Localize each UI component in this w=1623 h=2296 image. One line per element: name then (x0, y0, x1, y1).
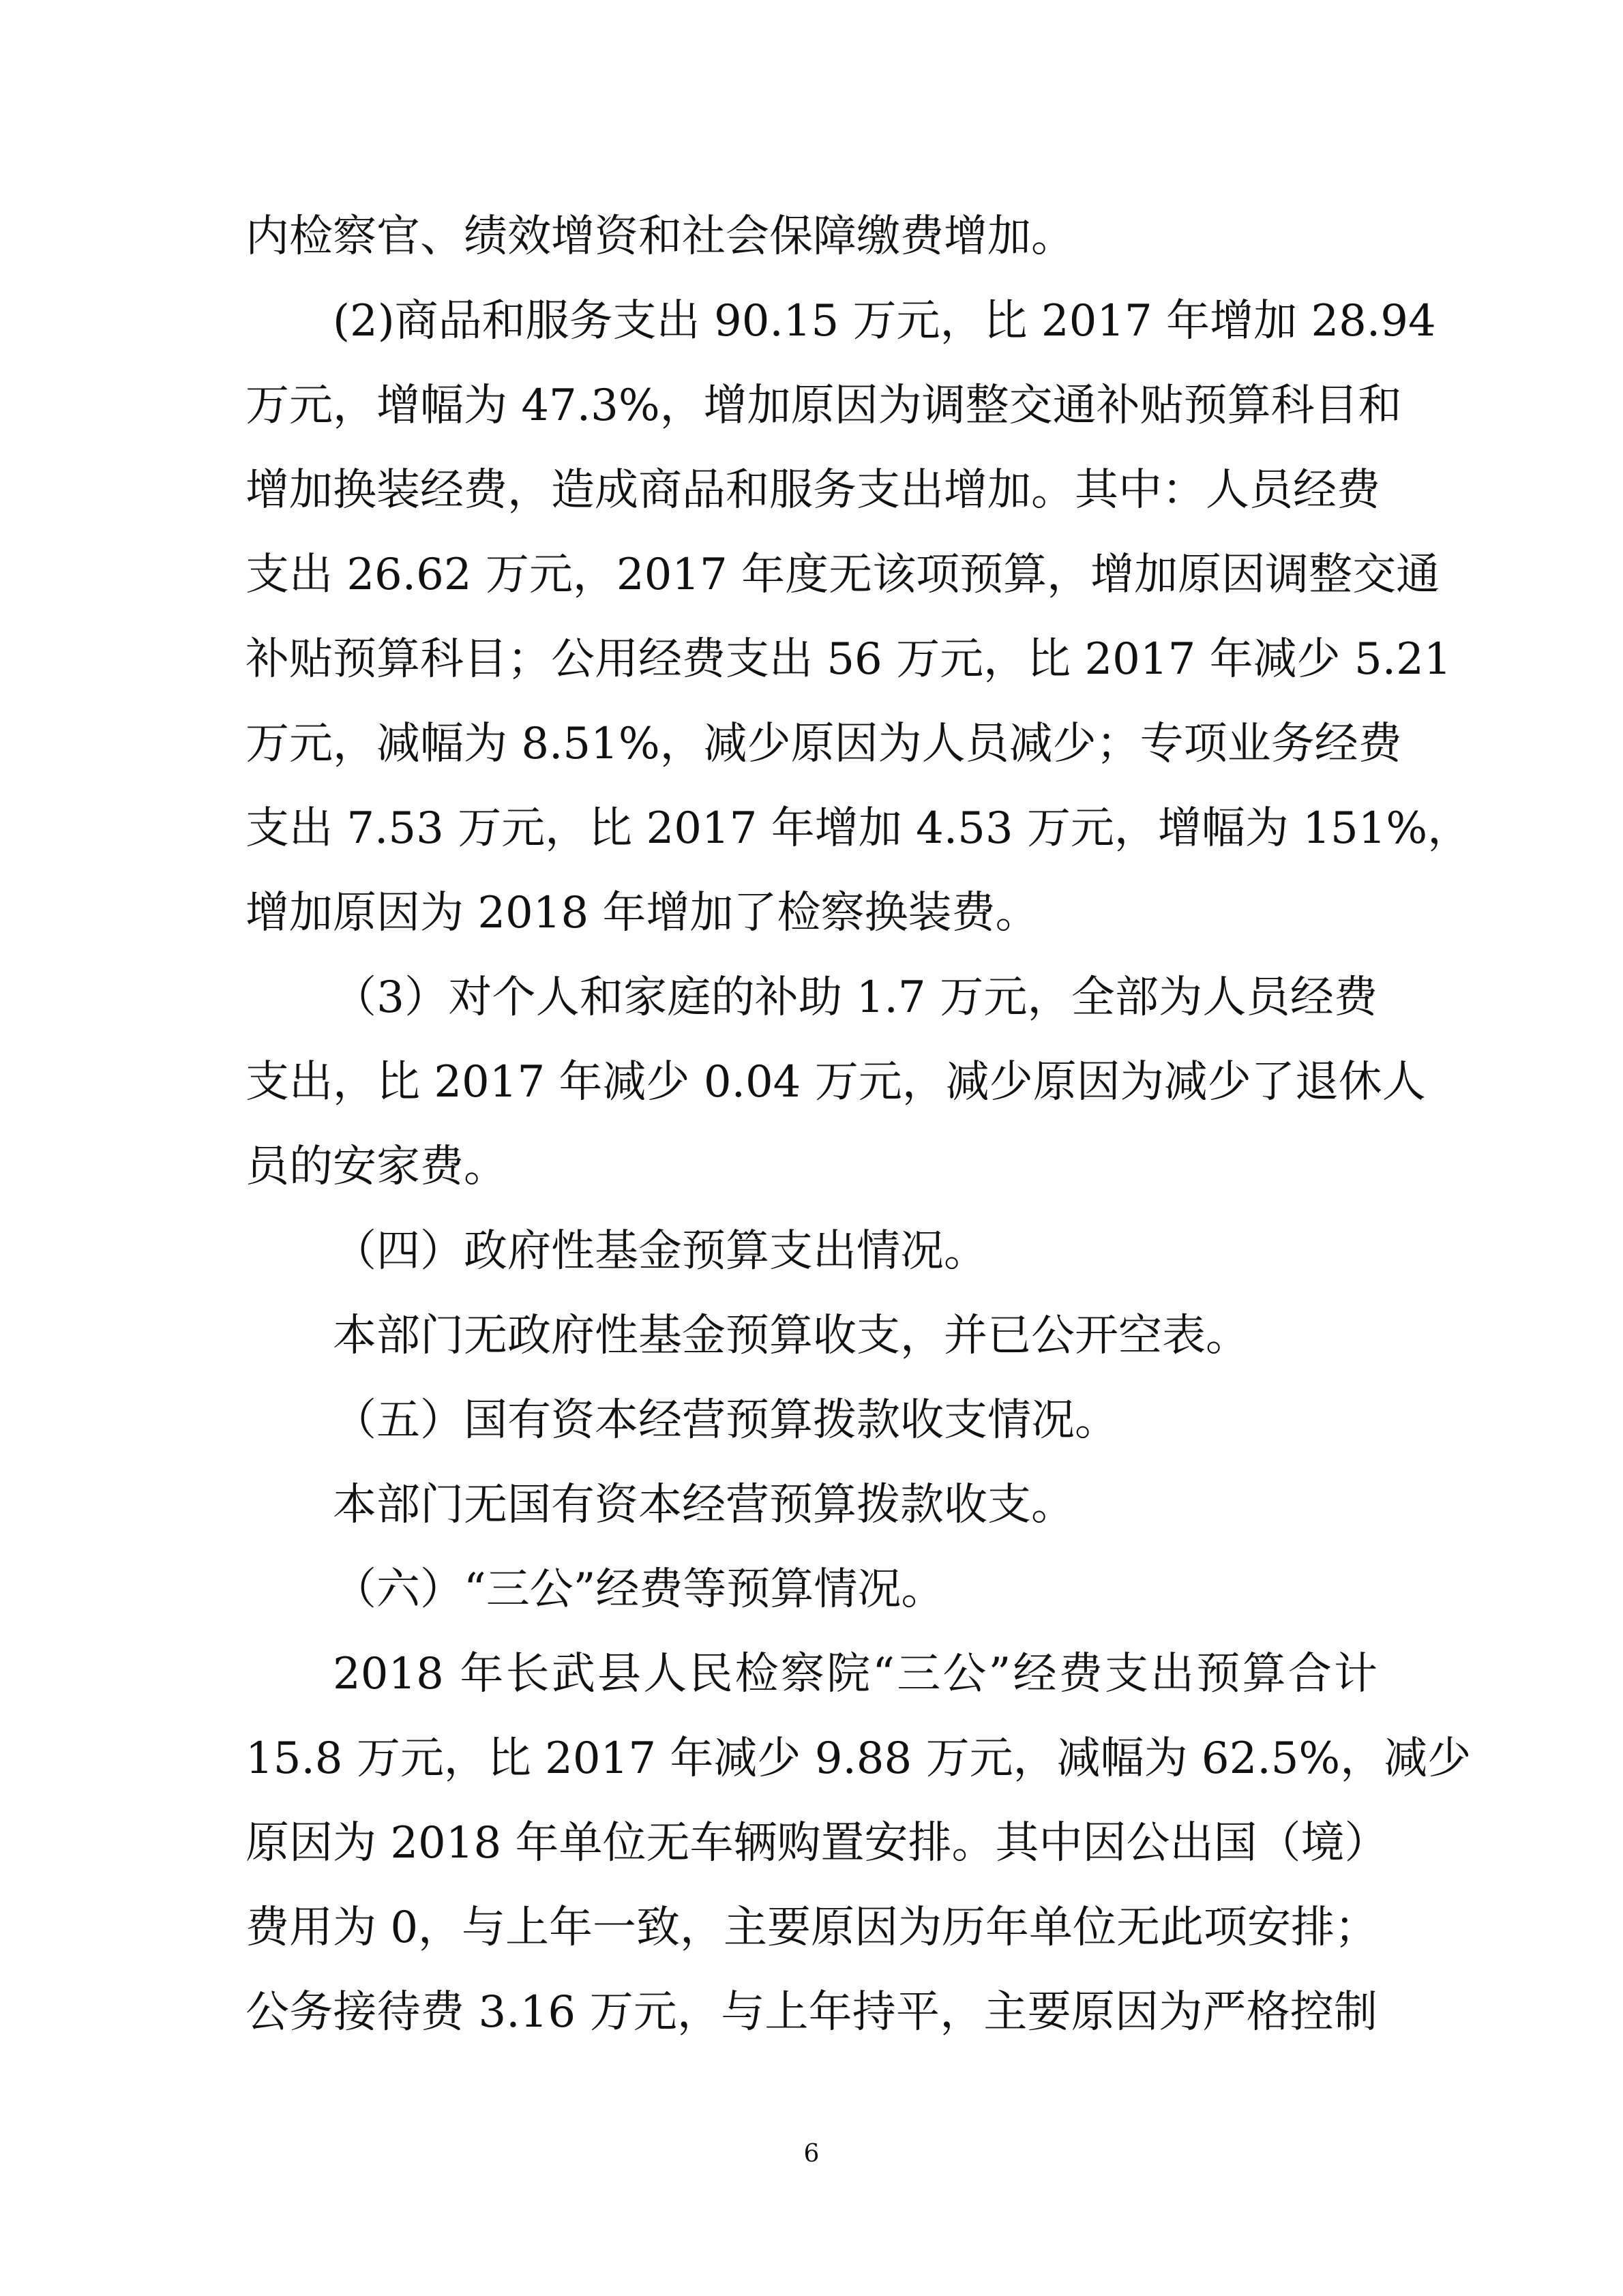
text-line: 内检察官、绩效增资和社会保障缴费增加。 (245, 211, 1075, 262)
text-line: 支出 7.53 万元，比 2017 年增加 4.53 万元，增幅为 151%， (245, 803, 1472, 854)
section-heading: （四）政府性基金预算支出情况。 (333, 1226, 987, 1277)
text-line: 公务接待费 3.16 万元，与上年持平，主要原因为严格控制 (245, 1987, 1378, 2038)
text-line: （3）对个人和家庭的补助 1.7 万元，全部为人员经费 (333, 972, 1378, 1023)
text-line: 支出 26.62 万元，2017 年度无该项预算，增加原因调整交通 (245, 550, 1440, 600)
text-line: 员的安家费。 (245, 1142, 507, 1192)
text-line: 增加原因为 2018 年增加了检察换装费。 (245, 888, 1039, 938)
text-line: 本部门无国有资本经营预算拨款收支。 (333, 1480, 1075, 1530)
section-heading: （六）“三公”经费等预算情况。 (333, 1564, 945, 1615)
text-line: (2)商品和服务支出 90.15 万元，比 2017 年增加 28.94 (333, 296, 1436, 346)
section-heading: （五）国有资本经营预算拨款收支情况。 (333, 1395, 1118, 1446)
text-line: 2018 年长武县人民检察院“三公”经费支出预算合计 (333, 1649, 1378, 1699)
text-line: 费用为 0，与上年一致，主要原因为历年单位无此项安排； (245, 1903, 1379, 1953)
page-number: 6 (803, 2140, 820, 2168)
text-line: 万元，减幅为 8.51%，减少原因为人员减少；专项业务经费 (245, 719, 1402, 769)
text-line: 补贴预算科目；公用经费支出 56 万元，比 2017 年减少 5.21 (245, 634, 1452, 685)
text-line: 原因为 2018 年单位无车辆购置安排。其中因公出国（境） (245, 1818, 1388, 1868)
text-line: 支出，比 2017 年减少 0.04 万元，减少原因为减少了退休人 (245, 1057, 1426, 1107)
text-line: 增加换装经费，造成商品和服务支出增加。其中：人员经费 (245, 465, 1380, 516)
text-line: 万元，增幅为 47.3%，增加原因为调整交通补贴预算科目和 (245, 381, 1402, 431)
text-line: 15.8 万元，比 2017 年减少 9.88 万元，减幅为 62.5%，减少 (245, 1733, 1472, 1784)
text-line: 本部门无政府性基金预算收支，并已公开空表。 (333, 1311, 1249, 1361)
